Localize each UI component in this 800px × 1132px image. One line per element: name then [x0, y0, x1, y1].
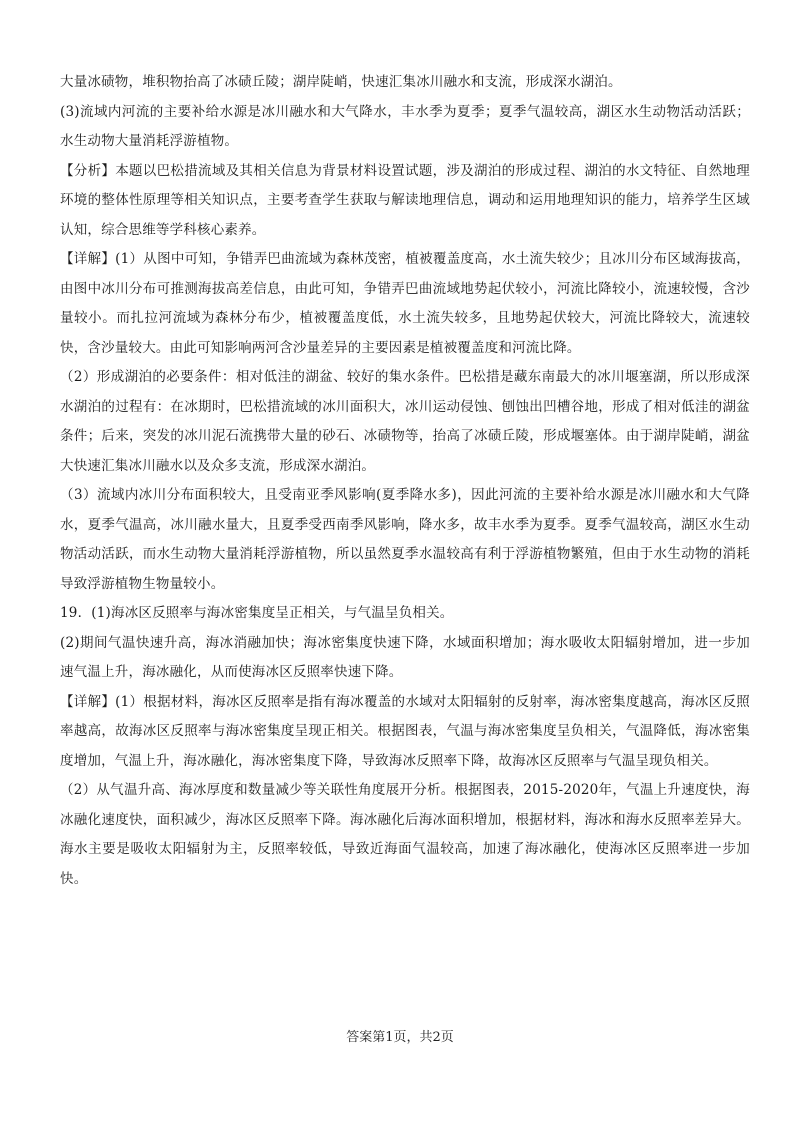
paragraph-detail-2: （2）形成湖泊的必要条件：相对低洼的湖盆、较好的集水条件。巴松措是藏东南最大的冰川堰塞湖，所以形成深水湖泊的过程有：在冰期时，巴松措流域的冰川面积大，冰川运动侵蚀、刨蚀出凹槽谷地，形成了相对低洼的湖盆条件；后来，突发的冰川泥石流携带大量的砂石、冰碛物等，抬高了冰碛丘陵，形成堰塞体。由于湖岸陡峭，湖盆大快速汇集冰川融水以及众多支流，形成深水湖泊。 [60, 369, 750, 474]
paragraph-q19-detail-2: （2）从气温升高、海冰厚度和数量减少等关联性角度展开分析。根据图表，2015-2020年，气温上升速度快，海冰融化速度快，面积减少，海冰区反照率下降。海冰融化后海冰面积增加，根据材料，海冰和海水反照率差异大。海水主要是吸收太阳辐射为主，反照率较低，导致近海面气温较高，加速了海冰融化，使海冰区反照率进一步加快。 [60, 782, 750, 887]
paragraph-detail-3: （3）流域内冰川分布面积较大，且受南亚季风影响(夏季降水多)，因此河流的主要补给水源是冰川融水和大气降水，夏季气温高，冰川融水量大，且夏季受西南季风影响，降水多，故丰水季为夏季。夏季气温较高，湖区水生动物活动活跃，而水生动物大量消耗浮游植物，所以虽然夏季水温较高有利于浮游植物繁殖，但由于水生动物的消耗导致浮游植物生物量较小。 [60, 487, 750, 592]
paragraph-q19-detail-1: 【详解】(1）根据材料，海冰区反照率是指有海冰覆盖的水域对太阳辐射的反射率，海冰密集度越高，海冰区反照率越高，故海冰区反照率与海冰密集度呈现正相关。根据图表，气温与海冰密集度呈负相关，气温降低，海冰密集度增加，气温上升，海冰融化，海冰密集度下降，导致海冰反照率下降，故海冰区反照率与气温呈现负相关。 [60, 693, 750, 769]
paragraph-detail-1: 【详解】(1）从图中可知，争错弄巴曲流域为森林茂密，植被覆盖度高，水土流失较少；且冰川分布区域海拔高，由图中冰川分布可推测海拔高差信息，由此可知，争错弄巴曲流域地势起伏较小，河流比降较小，流速较慢，含沙量较小。而扎拉河流域为森林分布少，植被覆盖度低，水土流失较多，且地势起伏较大，河流比降较大，流速较快，含沙量较大。由此可知影响两河含沙量差异的主要因素是植被覆盖度和河流比降。 [60, 251, 750, 356]
paragraph-answer-3: (3)流域内河流的主要补给水源是冰川融水和大气降水，丰水季为夏季；夏季气温较高，湖区水生动物活动活跃；水生动物大量消耗浮游植物。 [60, 103, 750, 149]
answer-body [60, 68, 750, 894]
page-footer: 答案第1页，共2页 [346, 1030, 454, 1045]
paragraph-q19-1: 19．(1)海冰区反照率与海冰密集度呈正相关，与气温呈负相关。 [60, 605, 454, 621]
paragraph-q19-2: (2)期间气温快速升高，海冰消融加快；海冰密集度快速下降，水域面积增加；海水吸收太阳辐射增加，进一步加速气温上升，海冰融化，从而使海冰区反照率快速下降。 [60, 634, 750, 680]
paragraph-analysis: 【分析】本题以巴松措流域及其相关信息为背景材料设置试题，涉及湖泊的形成过程、湖泊的水文特征、自然地理环境的整体性原理等相关知识点，主要考查学生获取与解读地理信息，调动和运用地理知识的能力，培养学生区域认知，综合思维等学科核心素养。 [60, 162, 750, 238]
paragraph-continuation: 大量冰碛物，堆积物抬高了冰碛丘陵；湖岸陡峭，快速汇集冰川融水和支流，形成深水湖泊。 [60, 74, 622, 90]
